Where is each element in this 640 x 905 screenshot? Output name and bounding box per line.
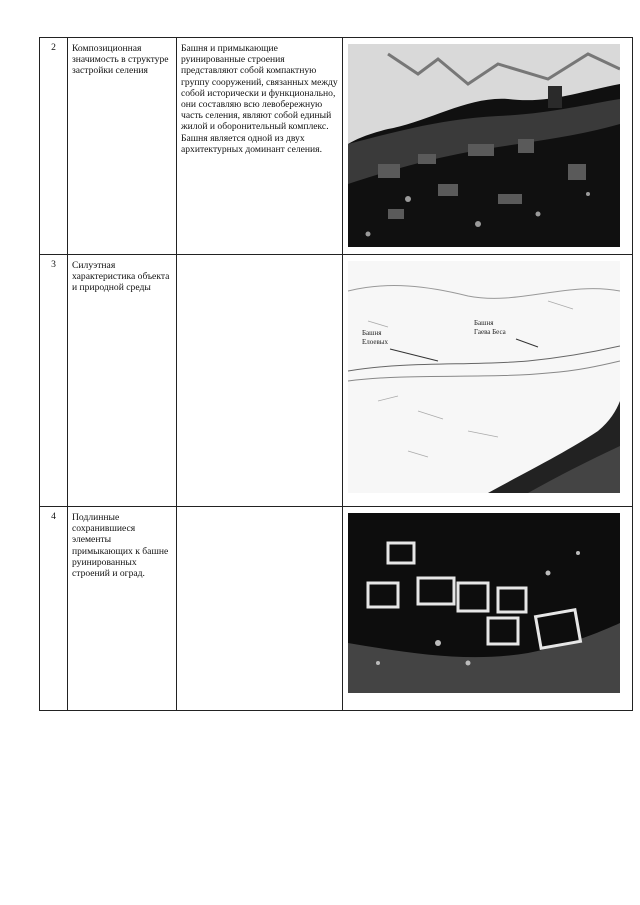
row-description <box>177 255 343 507</box>
table-row <box>40 507 633 711</box>
photo-silhouette <box>348 261 620 493</box>
monument-table <box>39 37 633 711</box>
photo-ruin-walls <box>348 513 620 693</box>
row-photo-cell <box>343 38 633 255</box>
row-description: Башня и примыкающие руинированные строения представляют собой компактную группу сооружений, связанных между собой исторически и функционально, они составляю всю левобережную часть селения, являют собой единый жилой и оборонительный комплекс. Башня является одной из двух архитектурных доминант селения. <box>177 38 343 255</box>
photo-label: Гаева Беса <box>474 328 506 336</box>
table-row <box>40 255 633 507</box>
row-photo-cell <box>343 507 633 711</box>
row-number: 4 <box>40 507 68 711</box>
row-number: 3 <box>40 255 68 507</box>
photo-label: Башня <box>362 329 382 337</box>
row-number: 2 <box>40 38 68 255</box>
photo-label: Елоевых <box>362 338 388 346</box>
row-name: Композиционная значимость в структуре застройки селения <box>68 38 177 255</box>
table-row <box>40 38 633 255</box>
photo-label: Башня <box>474 319 494 327</box>
row-description <box>177 507 343 711</box>
row-name: Подлинные сохранившиеся элементы примыкающих к башне руинированных строений и оград. <box>68 507 177 711</box>
row-name: Силуэтная характеристика объекта и природной среды <box>68 255 177 507</box>
row-photo-cell <box>343 255 633 507</box>
photo-tower-ruins <box>348 44 620 247</box>
